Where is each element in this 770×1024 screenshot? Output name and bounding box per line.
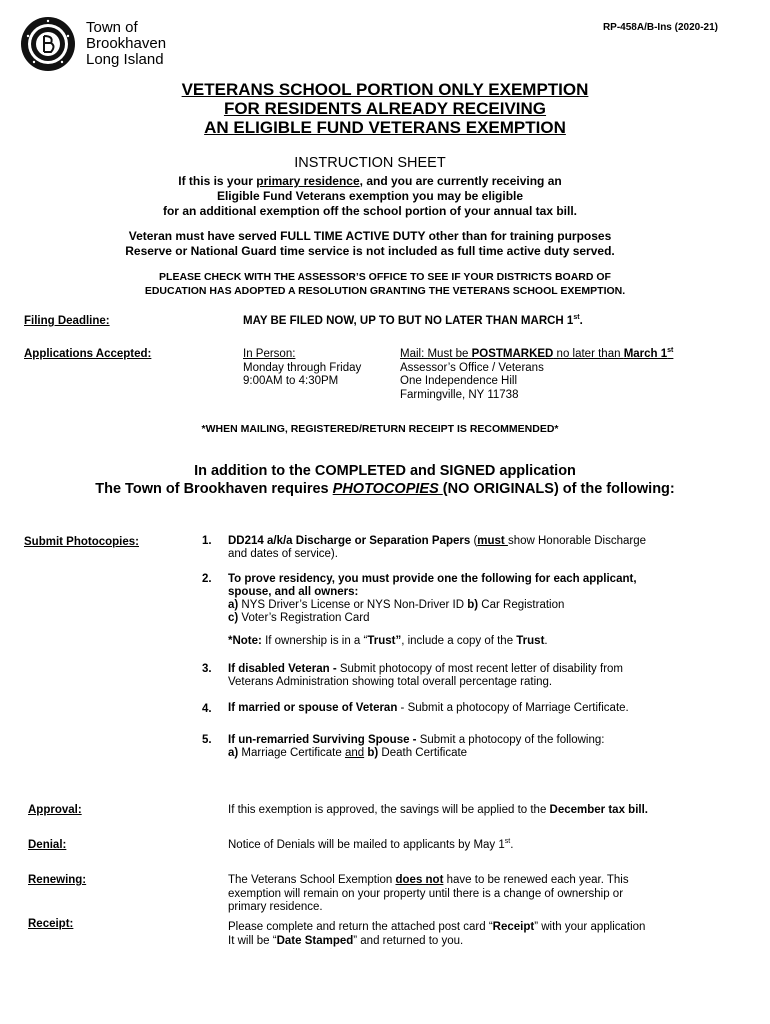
text: ” and returned to you.	[353, 934, 464, 947]
requirements-heading	[0, 462, 770, 498]
text: PHOTOCOPIES	[332, 481, 443, 497]
text: Receipt	[492, 921, 535, 933]
receipt-text	[228, 921, 748, 948]
text: EDUCATION HAS ADOPTED A RESOLUTION GRANTING THE VETERANS SCHOOL EXEMPTION.	[144, 285, 626, 297]
text: for an additional exemption off the school portion of your annual tax bill.	[162, 204, 577, 218]
text: does not	[395, 874, 444, 886]
text: If un-remarried Surviving Spouse -	[228, 734, 420, 746]
text: (	[470, 535, 478, 547]
mail-info	[400, 348, 673, 402]
page-title	[0, 80, 770, 137]
text: Veterans Administration showing total overall percentage rating.	[228, 676, 553, 688]
text: , and you are currently receiving an	[359, 174, 562, 188]
text: , include a copy of the	[401, 635, 517, 647]
text: Submit photocopy of most recent letter of disability from	[339, 663, 623, 675]
mailing-note: *WHEN MAILING, REGISTERED/RETURN RECEIPT IS RECOMMENDED*	[201, 423, 559, 435]
renewing-label: Renewing:	[28, 874, 87, 886]
text: - Submit a photocopy of Marriage Certificate.	[397, 702, 629, 714]
text: b)	[467, 599, 479, 611]
logo-line: Town of	[86, 19, 138, 36]
text: It will be “	[228, 934, 277, 947]
photocopy-item-marriage	[228, 702, 748, 715]
text: Reserve or National Guard time service is not included as full time active duty served.	[125, 244, 615, 258]
text: st	[573, 314, 580, 322]
text: Notice of Denials will be mailed to applicants by May 1	[228, 839, 505, 851]
text: Trust”	[367, 635, 402, 647]
text: and dates of service).	[228, 548, 338, 560]
logo-line: Long Island	[86, 51, 164, 68]
filing-deadline-value	[243, 315, 583, 329]
text: Trust	[516, 635, 545, 647]
receipt-label: Receipt:	[28, 918, 74, 930]
text: 9:00AM to 4:30PM	[243, 375, 339, 387]
text: no later than	[553, 348, 624, 360]
text: MAY BE FILED NOW, UP TO BUT NO LATER THAN MARCH 1	[243, 315, 574, 327]
filing-deadline-label: Filing Deadline:	[24, 315, 110, 327]
text: In addition to the COMPLETED and SIGNED application	[194, 463, 576, 479]
item-number: 2.	[202, 573, 212, 585]
photocopy-item-dd214	[228, 535, 748, 561]
text: PLEASE CHECK WITH THE ASSESSOR’S OFFICE TO SEE IF YOUR DISTRICTS BOARD OF	[159, 271, 611, 283]
item-number: 4.	[202, 703, 212, 715]
applications-accepted-label: Applications Accepted:	[24, 348, 152, 360]
text: If this is your	[178, 174, 257, 188]
text: Eligible Fund Veterans exemption you may be eligible	[216, 189, 524, 203]
text: Voter’s Registration Card	[238, 612, 370, 624]
form-id: RP-458A/B-Ins (2020-21)	[602, 22, 718, 33]
text: Farmingville, NY 11738	[400, 388, 519, 401]
text: One Independence Hill	[400, 375, 517, 387]
item-number: 3.	[202, 663, 212, 675]
text: a)	[228, 599, 239, 611]
intro-paragraph-active-duty	[0, 229, 740, 259]
instruction-sheet-heading: INSTRUCTION SHEET	[294, 155, 446, 171]
text: Marriage Certificate	[238, 747, 345, 759]
text: POSTMARKED	[471, 348, 554, 360]
denial-text	[228, 839, 513, 853]
photocopy-item-residency	[228, 573, 748, 648]
text: Car Registration	[478, 599, 565, 611]
text: Monday through Friday	[243, 361, 362, 374]
renewing-text	[228, 874, 748, 915]
text: and	[344, 747, 365, 759]
text: If this exemption is approved, the savings will be applied to the	[228, 804, 550, 816]
text: .	[579, 315, 583, 327]
text: *Note:	[228, 635, 262, 647]
photocopy-item-disability	[228, 663, 748, 689]
item-number: 5.	[202, 734, 212, 746]
text: (NO ORIGINALS) of the following:	[442, 481, 675, 497]
text: The Veterans School Exemption	[228, 874, 396, 886]
primary-residence-text: primary residence	[256, 174, 360, 188]
town-name-logo-text	[86, 20, 166, 68]
text: NYS Driver’s License or NYS Non-Driver ID	[238, 599, 468, 611]
text: In Person:	[243, 348, 296, 360]
text: March 1	[623, 348, 668, 360]
text: DD214 a/k/a Discharge or Separation Papers	[228, 535, 471, 547]
intro-paragraph-eligibility	[0, 174, 740, 219]
approval-text	[228, 804, 648, 818]
text: If ownership is in a “	[261, 635, 368, 647]
title-line: FOR RESIDENTS ALREADY RECEIVING	[223, 99, 547, 118]
text: b)	[367, 747, 379, 759]
item-number: 1.	[202, 535, 212, 547]
text: Submit a photocopy of the following:	[419, 734, 605, 746]
text: show Honorable Discharge	[507, 535, 647, 547]
text: Date Stamped	[276, 934, 354, 947]
text: Death Certificate	[378, 747, 468, 759]
text: must	[477, 535, 508, 547]
text: The Town of Brookhaven requires	[95, 481, 333, 497]
text: Veteran must have served FULL TIME ACTIVE DUTY other than for training purposes	[128, 229, 612, 243]
text: To prove residency, you must provide one the following for each applicant,	[228, 573, 637, 585]
text: Mail: Must be	[400, 348, 472, 360]
logo-line: Brookhaven	[86, 35, 167, 52]
approval-label: Approval:	[28, 804, 82, 816]
intro-paragraph-check-assessor	[0, 270, 770, 298]
text: December tax bill.	[549, 804, 648, 816]
text: If married or spouse of Veteran	[228, 702, 398, 714]
text: c)	[228, 612, 239, 624]
text: spouse, and all owners:	[228, 586, 359, 598]
text: have to be renewed each year. This	[443, 874, 629, 886]
in-person-info	[243, 348, 361, 389]
town-seal-logo	[20, 16, 76, 72]
text: ” with your application	[534, 921, 646, 933]
denial-label: Denial:	[28, 839, 67, 851]
text: st	[504, 838, 511, 846]
text: primary residence.	[228, 901, 323, 913]
title-line: AN ELIGIBLE FUND VETERANS EXEMPTION	[204, 118, 566, 137]
submit-photocopies-label: Submit Photocopies:	[24, 536, 139, 548]
text: a)	[228, 747, 239, 759]
text: Please complete and return the attached post card “	[228, 921, 493, 933]
photocopy-item-surviving-spouse	[228, 734, 748, 760]
text: If disabled Veteran -	[228, 663, 340, 675]
text: exemption will remain on your property until there is a change of ownership or	[228, 887, 624, 900]
text: st	[667, 347, 674, 355]
text: .	[510, 839, 514, 851]
title-line: VETERANS SCHOOL PORTION ONLY EXEMPTION	[181, 80, 589, 99]
text: Assessor’s Office / Veterans	[400, 361, 544, 374]
text: .	[544, 635, 548, 647]
